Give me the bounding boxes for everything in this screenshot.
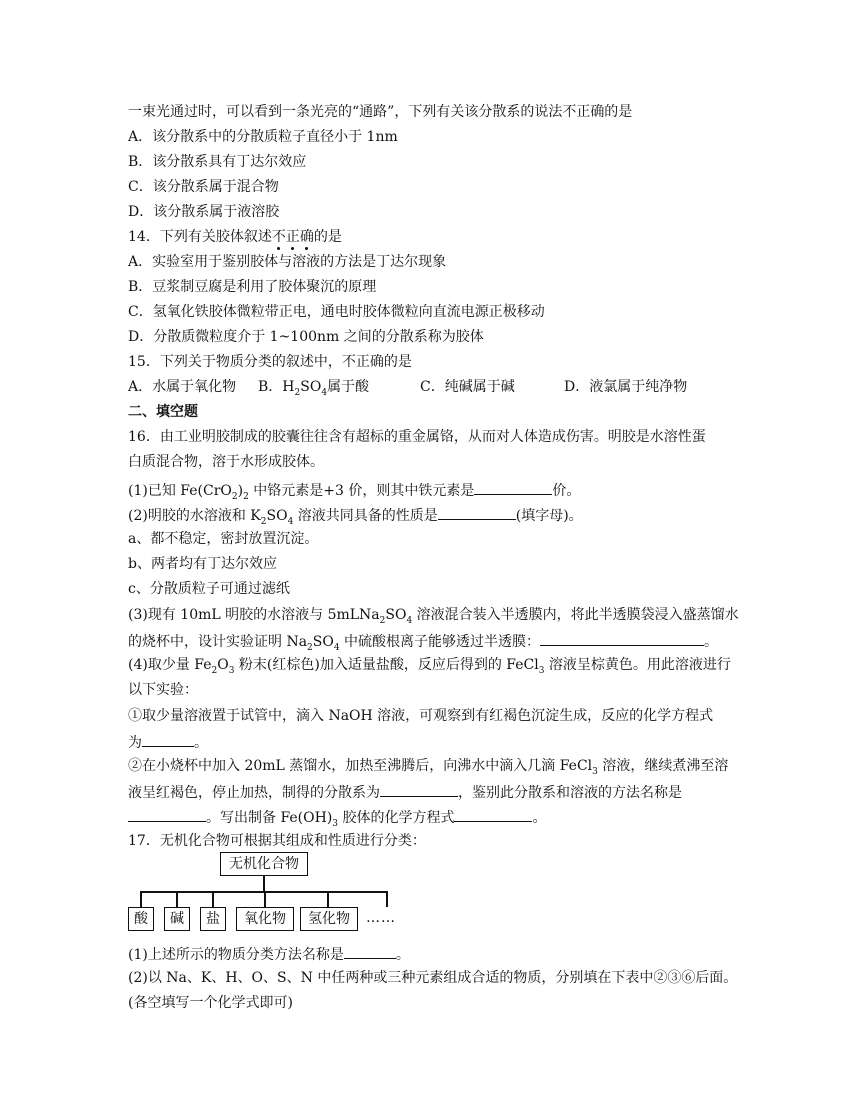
- q13-option-d: D．该分散系属于液溶胶: [128, 204, 280, 220]
- emphasis-que: 确: [299, 229, 314, 245]
- q17-stem: 17．无机化合物可根据其组成和性质进行分类：: [128, 833, 426, 849]
- q16-p3-l2-sub4: 4: [333, 642, 340, 653]
- answer-blank[interactable]: [344, 944, 396, 959]
- answer-blank[interactable]: [454, 807, 532, 822]
- q16-p2-post: 溶液共同具备的性质是: [293, 508, 438, 524]
- q16-p3-l2-end: 。: [704, 634, 719, 650]
- q13-option-a: A．该分散系中的分散质粒子直径小于 1nm: [128, 129, 398, 145]
- q16-part4-line1: [128, 656, 740, 680]
- q16-p4ii-l3-end: 。: [532, 810, 547, 826]
- q13-option-b: B．该分散系具有丁达尔效应: [128, 154, 307, 170]
- q16-p4ii-post: 溶液，继续煮沸至溶: [597, 758, 729, 774]
- q16-p1-sub2: 2: [243, 491, 249, 502]
- emphasis-zheng: 正: [285, 229, 300, 245]
- diagram-connector: [212, 891, 214, 907]
- q15-b-sub4: 4: [321, 387, 328, 398]
- diagram-child-hydride: 氢化物: [300, 907, 358, 931]
- q16-p4i-pre: 为: [128, 735, 142, 751]
- diagram-child-oxide: 氧化物: [236, 907, 294, 931]
- q16-p2-end: (填字母)。: [515, 508, 583, 524]
- q17-p1-pre: (1)上述所示的物质分类方法名称是: [128, 947, 344, 963]
- q14-option-d: D．分散质微粒度介于 1~100nm 之间的分散系称为胶体: [128, 329, 484, 345]
- q16-p4ii-sub3: 3: [592, 766, 598, 777]
- q16-part3-line2: [128, 631, 740, 657]
- q16-stem-line1: 16．由工业明胶制成的胶囊往往含有超标的重金属铬，从而对人体造成伤害。明胶是水溶性蛋: [128, 429, 706, 445]
- q16-p3-l2-post: 中硫酸根离子能够透过半透膜：: [339, 634, 541, 650]
- q16-p4-pre: (4)取少量 Fe: [128, 657, 212, 673]
- q17-part1: [128, 944, 740, 964]
- q16-part4-i-line1: ①取少量溶液置于试管中，滴入 NaOH 溶液，可观察到有红褐色沉淀生成，反应的化学方程式: [128, 708, 714, 724]
- answer-blank[interactable]: [438, 505, 516, 520]
- q14-stem-post: 的是: [313, 229, 342, 245]
- diagram-root-box: 无机化合物: [220, 852, 308, 876]
- q16-p1-mid: ): [237, 483, 244, 499]
- q16-part4-ii-line3: [128, 807, 740, 833]
- q16-part4-ii-line2: [128, 782, 740, 802]
- q15-option-c: C．纯碱属于碱: [420, 379, 515, 395]
- q16-p4ii-l2-pre: 液呈红褐色，停止加热，制得的分散系为: [128, 785, 380, 801]
- q15-option-d: D．液氯属于纯净物: [564, 379, 688, 395]
- q16-p4ii-sub3b: 3: [332, 818, 339, 829]
- q14-stem-pre: 14．下列有关胶体叙述: [128, 229, 272, 245]
- emphasis-bu: 不: [271, 229, 286, 245]
- diagram-connector: [264, 891, 266, 907]
- answer-blank[interactable]: [474, 480, 552, 495]
- q16-part3-line1: [128, 606, 740, 630]
- q16-p1-end: 价。: [552, 483, 581, 499]
- q15-stem: 15．下列关于物质分类的叙述中，不正确的是: [128, 354, 412, 370]
- q14-option-a: A．实验室用于鉴别胶体与溶液的方法是丁达尔现象: [128, 254, 447, 270]
- q15-b-sub2: 2: [294, 387, 301, 398]
- q16-part4-line2: 以下实验：: [128, 682, 198, 698]
- q16-option-b: b、两者均有丁达尔效应: [128, 556, 277, 572]
- answer-blank[interactable]: [380, 782, 458, 797]
- q16-p4-mid: O: [217, 657, 229, 673]
- q16-p2-pre: (2)明胶的水溶液和 K: [128, 508, 261, 524]
- q17-p1-end: 。: [395, 947, 410, 963]
- q16-p4-sub2: 2: [211, 665, 218, 676]
- answer-blank[interactable]: [142, 732, 194, 747]
- q17-part2-line2: (各空填写一个化学式即可): [128, 995, 293, 1011]
- q16-part2: [128, 505, 740, 531]
- q16-p4ii-l3-post: 胶体的化学方程式: [338, 810, 455, 826]
- q16-p4i-end: 。: [194, 735, 208, 751]
- q16-p3-sub2: 2: [379, 615, 386, 626]
- q14-option-b: B．豆浆制豆腐是利用了胶体聚沉的原理: [128, 279, 377, 295]
- q15-b-prefix: B．: [258, 379, 283, 395]
- q13-stem: 一束光通过时，可以看到一条光亮的“通路”，下列有关该分散系的说法不正确的是: [128, 104, 633, 120]
- q13-option-c: C．该分散系属于混合物: [128, 179, 279, 195]
- q15-b-post: 属于酸: [327, 379, 370, 395]
- diagram-ellipsis: ……: [366, 910, 396, 926]
- q16-p3-mid: SO: [385, 607, 407, 623]
- q16-p1-pre: (1)已知 Fe(CrO: [128, 483, 232, 499]
- q16-p4ii-l2-mid: ，鉴别此分散系和溶液的方法名称是: [458, 785, 682, 801]
- diagram-connector: [263, 876, 265, 892]
- diagram-child-base: 碱: [164, 907, 190, 931]
- q16-p2-mid: SO: [266, 508, 288, 524]
- q16-p1-post: 中铬元素是+3 价，则其中铁元素是: [248, 483, 475, 499]
- classification-diagram: [128, 850, 398, 936]
- q14-option-c: C．氢氧化铁胶体微粒带正电，通电时胶体微粒向直流电源正极移动: [128, 304, 545, 320]
- diagram-child-salt: 盐: [200, 907, 226, 931]
- q16-p3-pre: (3)现有 10mL 明胶的水溶液与 5mLNa: [128, 607, 380, 623]
- q16-part1: [128, 480, 740, 506]
- answer-blank[interactable]: [128, 807, 206, 822]
- q16-p3-l2-mid: SO: [312, 634, 334, 650]
- q16-p4-post: 粉末(红棕色)加入适量盐酸，反应后得到的 FeCl: [234, 657, 539, 673]
- section-title: 二、填空题: [128, 404, 198, 420]
- q16-option-c: c、分散质粒子可通过滤纸: [128, 581, 290, 597]
- q16-p3-post: 溶液混合装入半透膜内，将此半透膜袋浸入盛蒸馏水: [412, 607, 739, 623]
- diagram-connector: [327, 891, 329, 907]
- diagram-connector: [176, 891, 178, 907]
- q15-option-b: [258, 378, 369, 402]
- q14-stem: [128, 228, 740, 246]
- q16-p2-sub4: 4: [287, 516, 294, 527]
- answer-blank[interactable]: [540, 631, 704, 646]
- q16-p4-end: 溶液呈棕黄色。用此溶液进行: [544, 657, 731, 673]
- q16-p1-sub: 2: [231, 491, 238, 502]
- diagram-connector: [386, 891, 388, 907]
- q16-p4ii-pre: ②在小烧杯中加入 20mL 蒸馏水，加热至沸腾后，向沸水中滴入几滴 FeCl: [128, 758, 593, 774]
- q16-p3-l2-sub2: 2: [307, 642, 313, 653]
- q15-b-formula-so: SO: [300, 379, 322, 395]
- q15-b-formula-h: H: [282, 379, 295, 395]
- q16-p4-sub3: 3: [228, 665, 235, 676]
- diagram-child-acid: 酸: [128, 907, 154, 931]
- q16-p3-l2-pre: 的烧杯中，设计实验证明 Na: [128, 634, 308, 650]
- q16-p3-sub4: 4: [406, 615, 413, 626]
- q16-p4ii-l3-mid: 。写出制备 Fe(OH): [206, 810, 333, 826]
- diagram-connector: [140, 891, 142, 907]
- q16-p4-sub3b: 3: [538, 665, 545, 676]
- q16-part4-ii-line1: [128, 757, 740, 781]
- q16-stem-line2: 白质混合物，溶于水形成胶体。: [128, 454, 324, 470]
- q16-part4-i-line2: [128, 732, 740, 752]
- q15-option-a: A．水属于氧化物: [128, 379, 237, 395]
- q16-option-a: a、都不稳定，密封放置沉淀。: [128, 531, 319, 547]
- q17-part2-line1: (2)以 Na、K、H、O、S、N 中任两种或三种元素组成合适的物质，分别填在下表中②③⑥后面。: [128, 970, 738, 986]
- q16-p2-sub2: 2: [260, 516, 267, 527]
